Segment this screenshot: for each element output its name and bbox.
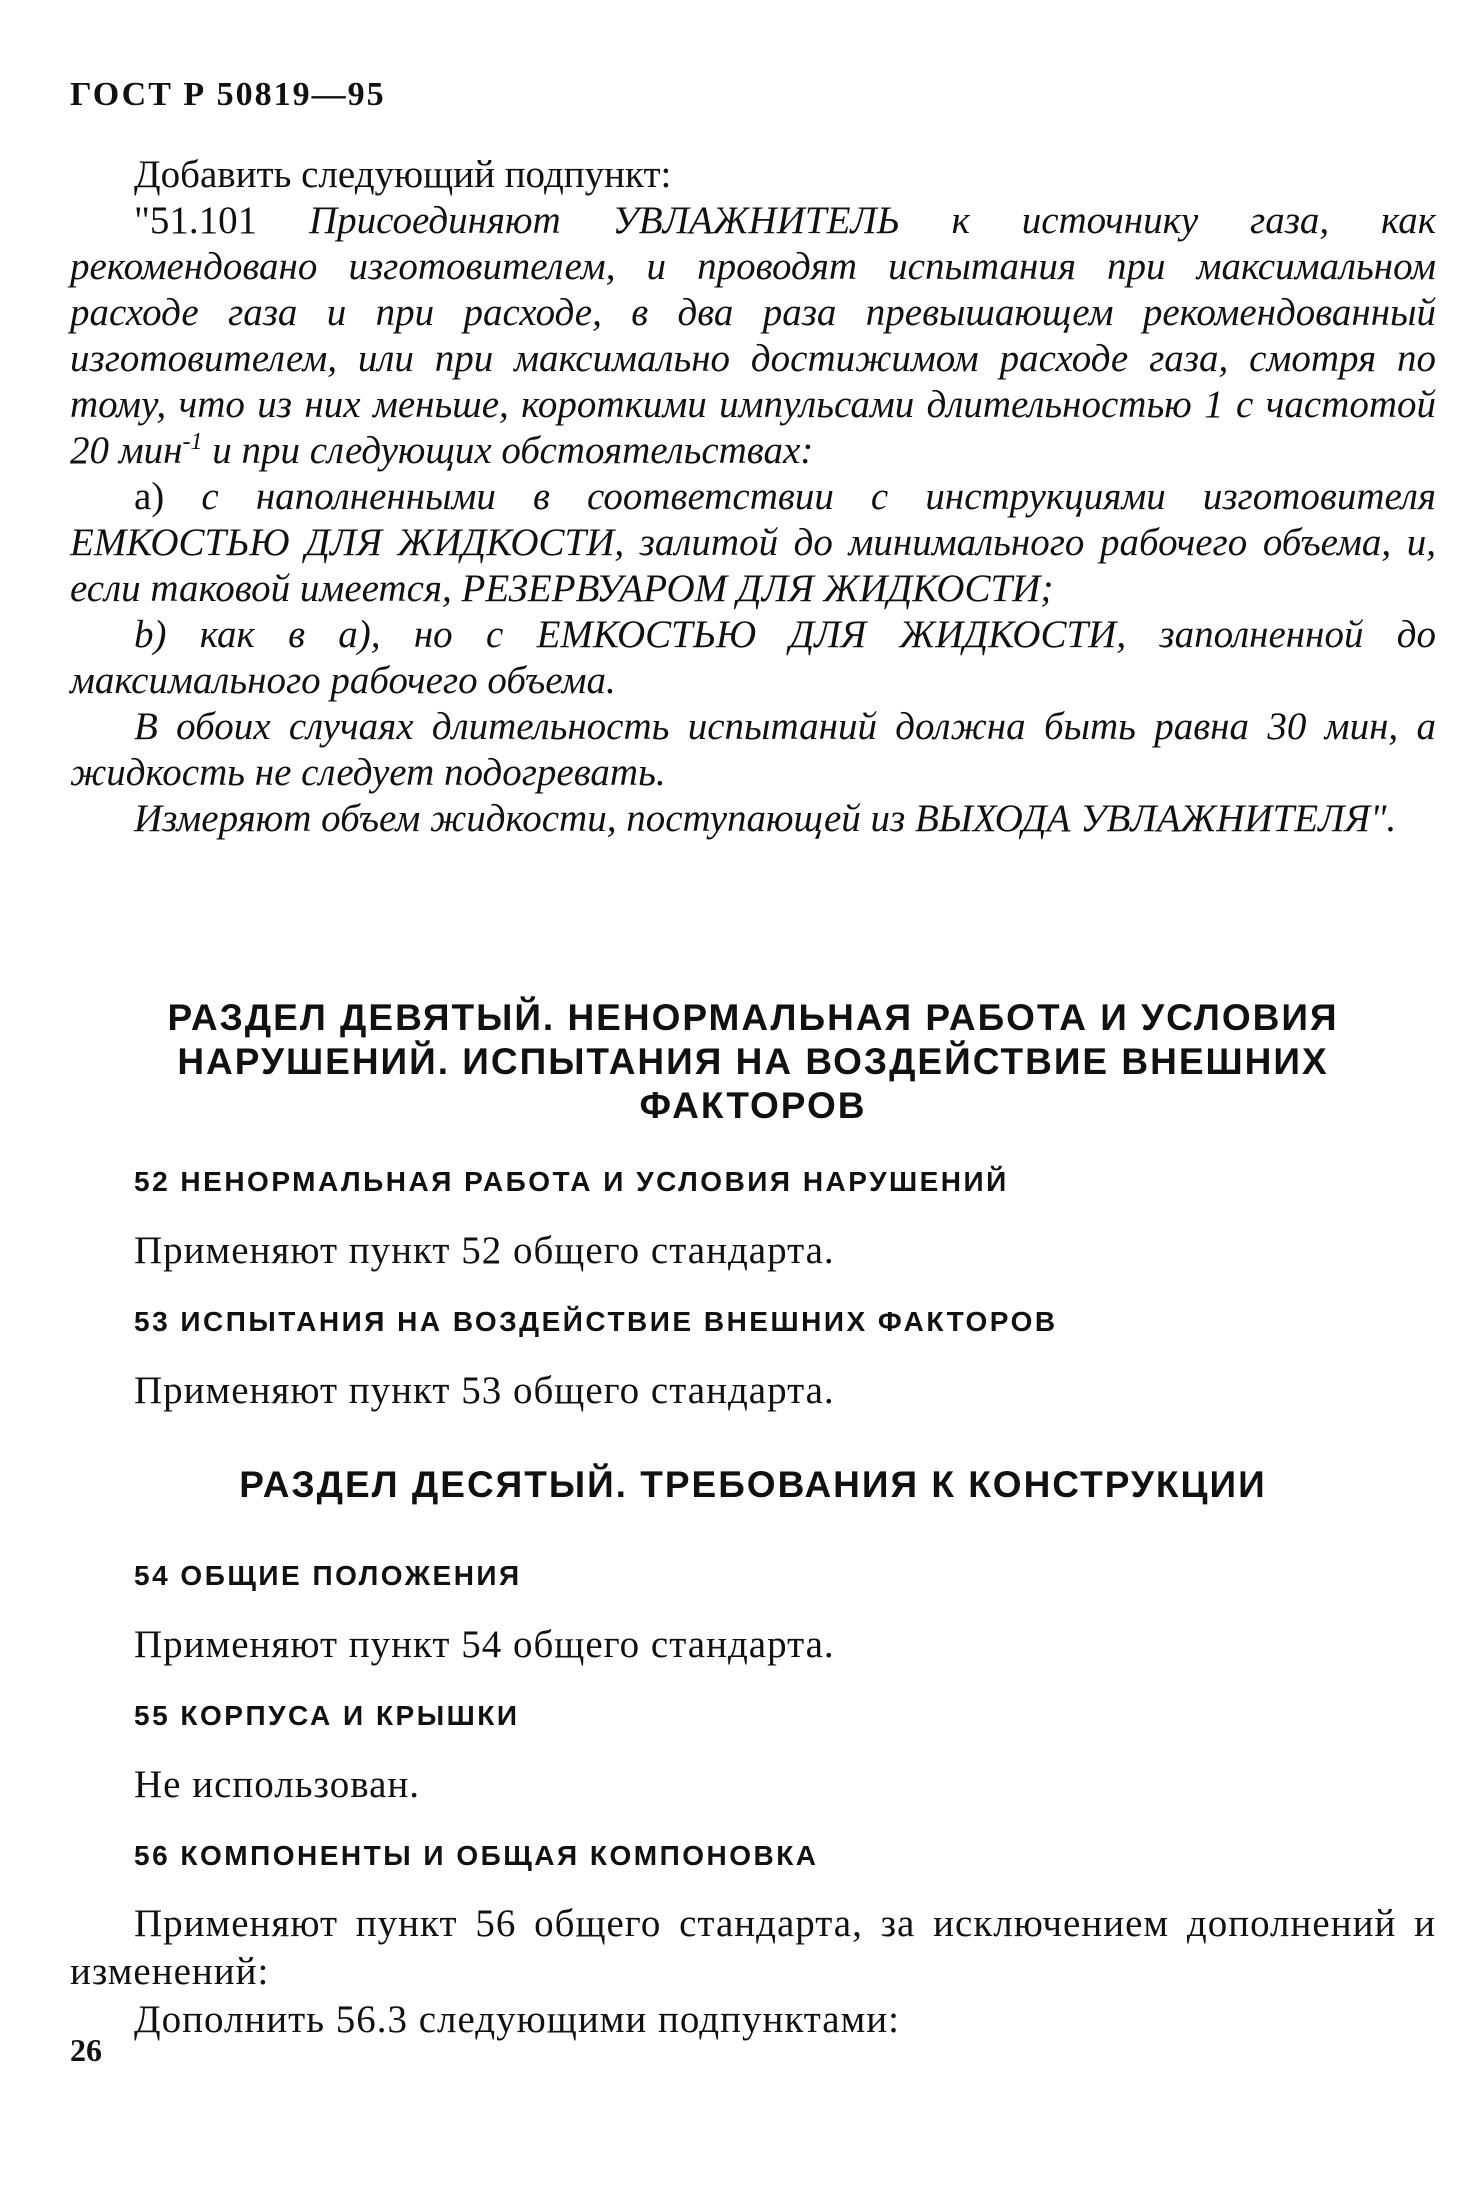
clause-56-text: Применяют пункт 56 общего стандарта, за исключением дополнений и изменений: bbox=[70, 1902, 1436, 1993]
amendment-block bbox=[70, 152, 1436, 842]
clause-55-heading: 55 КОРПУСА И КРЫШКИ bbox=[134, 1700, 520, 1731]
clause-56-block bbox=[70, 1900, 1436, 2044]
item-a-text: с наполненными в соответствии с инструкциями изготовителя ЕМКОСТЬЮ ДЛЯ ЖИДКОСТИ, залитой до минимального рабочего объема, и, если таковой имеется, РЕЗЕРВУАРОМ ДЛЯ ЖИДКОСТИ; bbox=[70, 475, 1436, 610]
standard-header: ГОСТ Р 50819—95 bbox=[70, 76, 386, 113]
clause-51-101-superscript: -1 bbox=[182, 429, 203, 455]
item-a bbox=[70, 474, 1436, 612]
clause-54-heading: 54 ОБЩИЕ ПОЛОЖЕНИЯ bbox=[134, 1560, 522, 1591]
clause-51-101-number: "51.101 bbox=[134, 199, 258, 242]
clause-52-text: Применяют пункт 52 общего стандарта. bbox=[134, 1229, 835, 1272]
page-number: 26 bbox=[70, 2032, 102, 2068]
clause-52-heading: 52 НЕНОРМАЛЬНАЯ РАБОТА И УСЛОВИЯ НАРУШЕНИЙ bbox=[134, 1166, 1009, 1197]
clause-55-text: Не использован. bbox=[134, 1763, 421, 1806]
clause-54-text: Применяют пункт 54 общего стандарта. bbox=[134, 1623, 835, 1666]
item-b: b) как в а), но с ЕМКОСТЬЮ ДЛЯ ЖИДКОСТИ, заполненной до максимального рабочего объема. bbox=[70, 613, 1436, 702]
item-a-label: а) bbox=[134, 475, 165, 518]
clause-56-heading: 56 КОМПОНЕНТЫ И ОБЩАЯ КОМПОНОВКА bbox=[134, 1840, 819, 1871]
duration-note: В обоих случаях длительность испытаний должна быть равна 30 мин, а жидкость не следует подогревать. bbox=[70, 705, 1436, 794]
clause-53-heading: 53 ИСПЫТАНИЯ НА ВОЗДЕЙСТВИЕ ВНЕШНИХ ФАКТОРОВ bbox=[134, 1306, 1058, 1337]
amendment-lead: Добавить следующий подпункт: bbox=[134, 153, 672, 196]
clause-51-101-text: Присоединяют УВЛАЖНИТЕЛЬ к источнику газа, как рекомендовано изготовителем, и проводят испытания при максимальном расходе газа и при расходе, в два раза превышающем рекомендованный изготовителем, или при максимально достижимом расходе газа, смотря по тому, что из них меньше, короткими импульсами длительностью 1 с частотой 20 мин bbox=[70, 199, 1437, 472]
clause-51-101 bbox=[70, 198, 1436, 474]
clause-53-text: Применяют пункт 53 общего стандарта. bbox=[134, 1369, 835, 1412]
measure-note: Измеряют объем жидкости, поступающей из ВЫХОДА УВЛАЖНИТЕЛЯ". bbox=[134, 797, 1397, 840]
clause-51-101-text-end: и при следующих обстоятельствах: bbox=[202, 429, 814, 472]
clause-56-addition: Дополнить 56.3 следующими подпунктами: bbox=[134, 1998, 900, 2041]
section-nine-title: РАЗДЕЛ ДЕВЯТЫЙ. НЕНОРМАЛЬНАЯ РАБОТА И УСЛОВИЯ НАРУШЕНИЙ. ИСПЫТАНИЯ НА ВОЗДЕЙСТВИЕ ВНЕШНИХ ФАКТОРОВ bbox=[167, 997, 1339, 1126]
section-ten-title: РАЗДЕЛ ДЕСЯТЫЙ. ТРЕБОВАНИЯ К КОНСТРУКЦИИ bbox=[239, 1464, 1267, 1505]
